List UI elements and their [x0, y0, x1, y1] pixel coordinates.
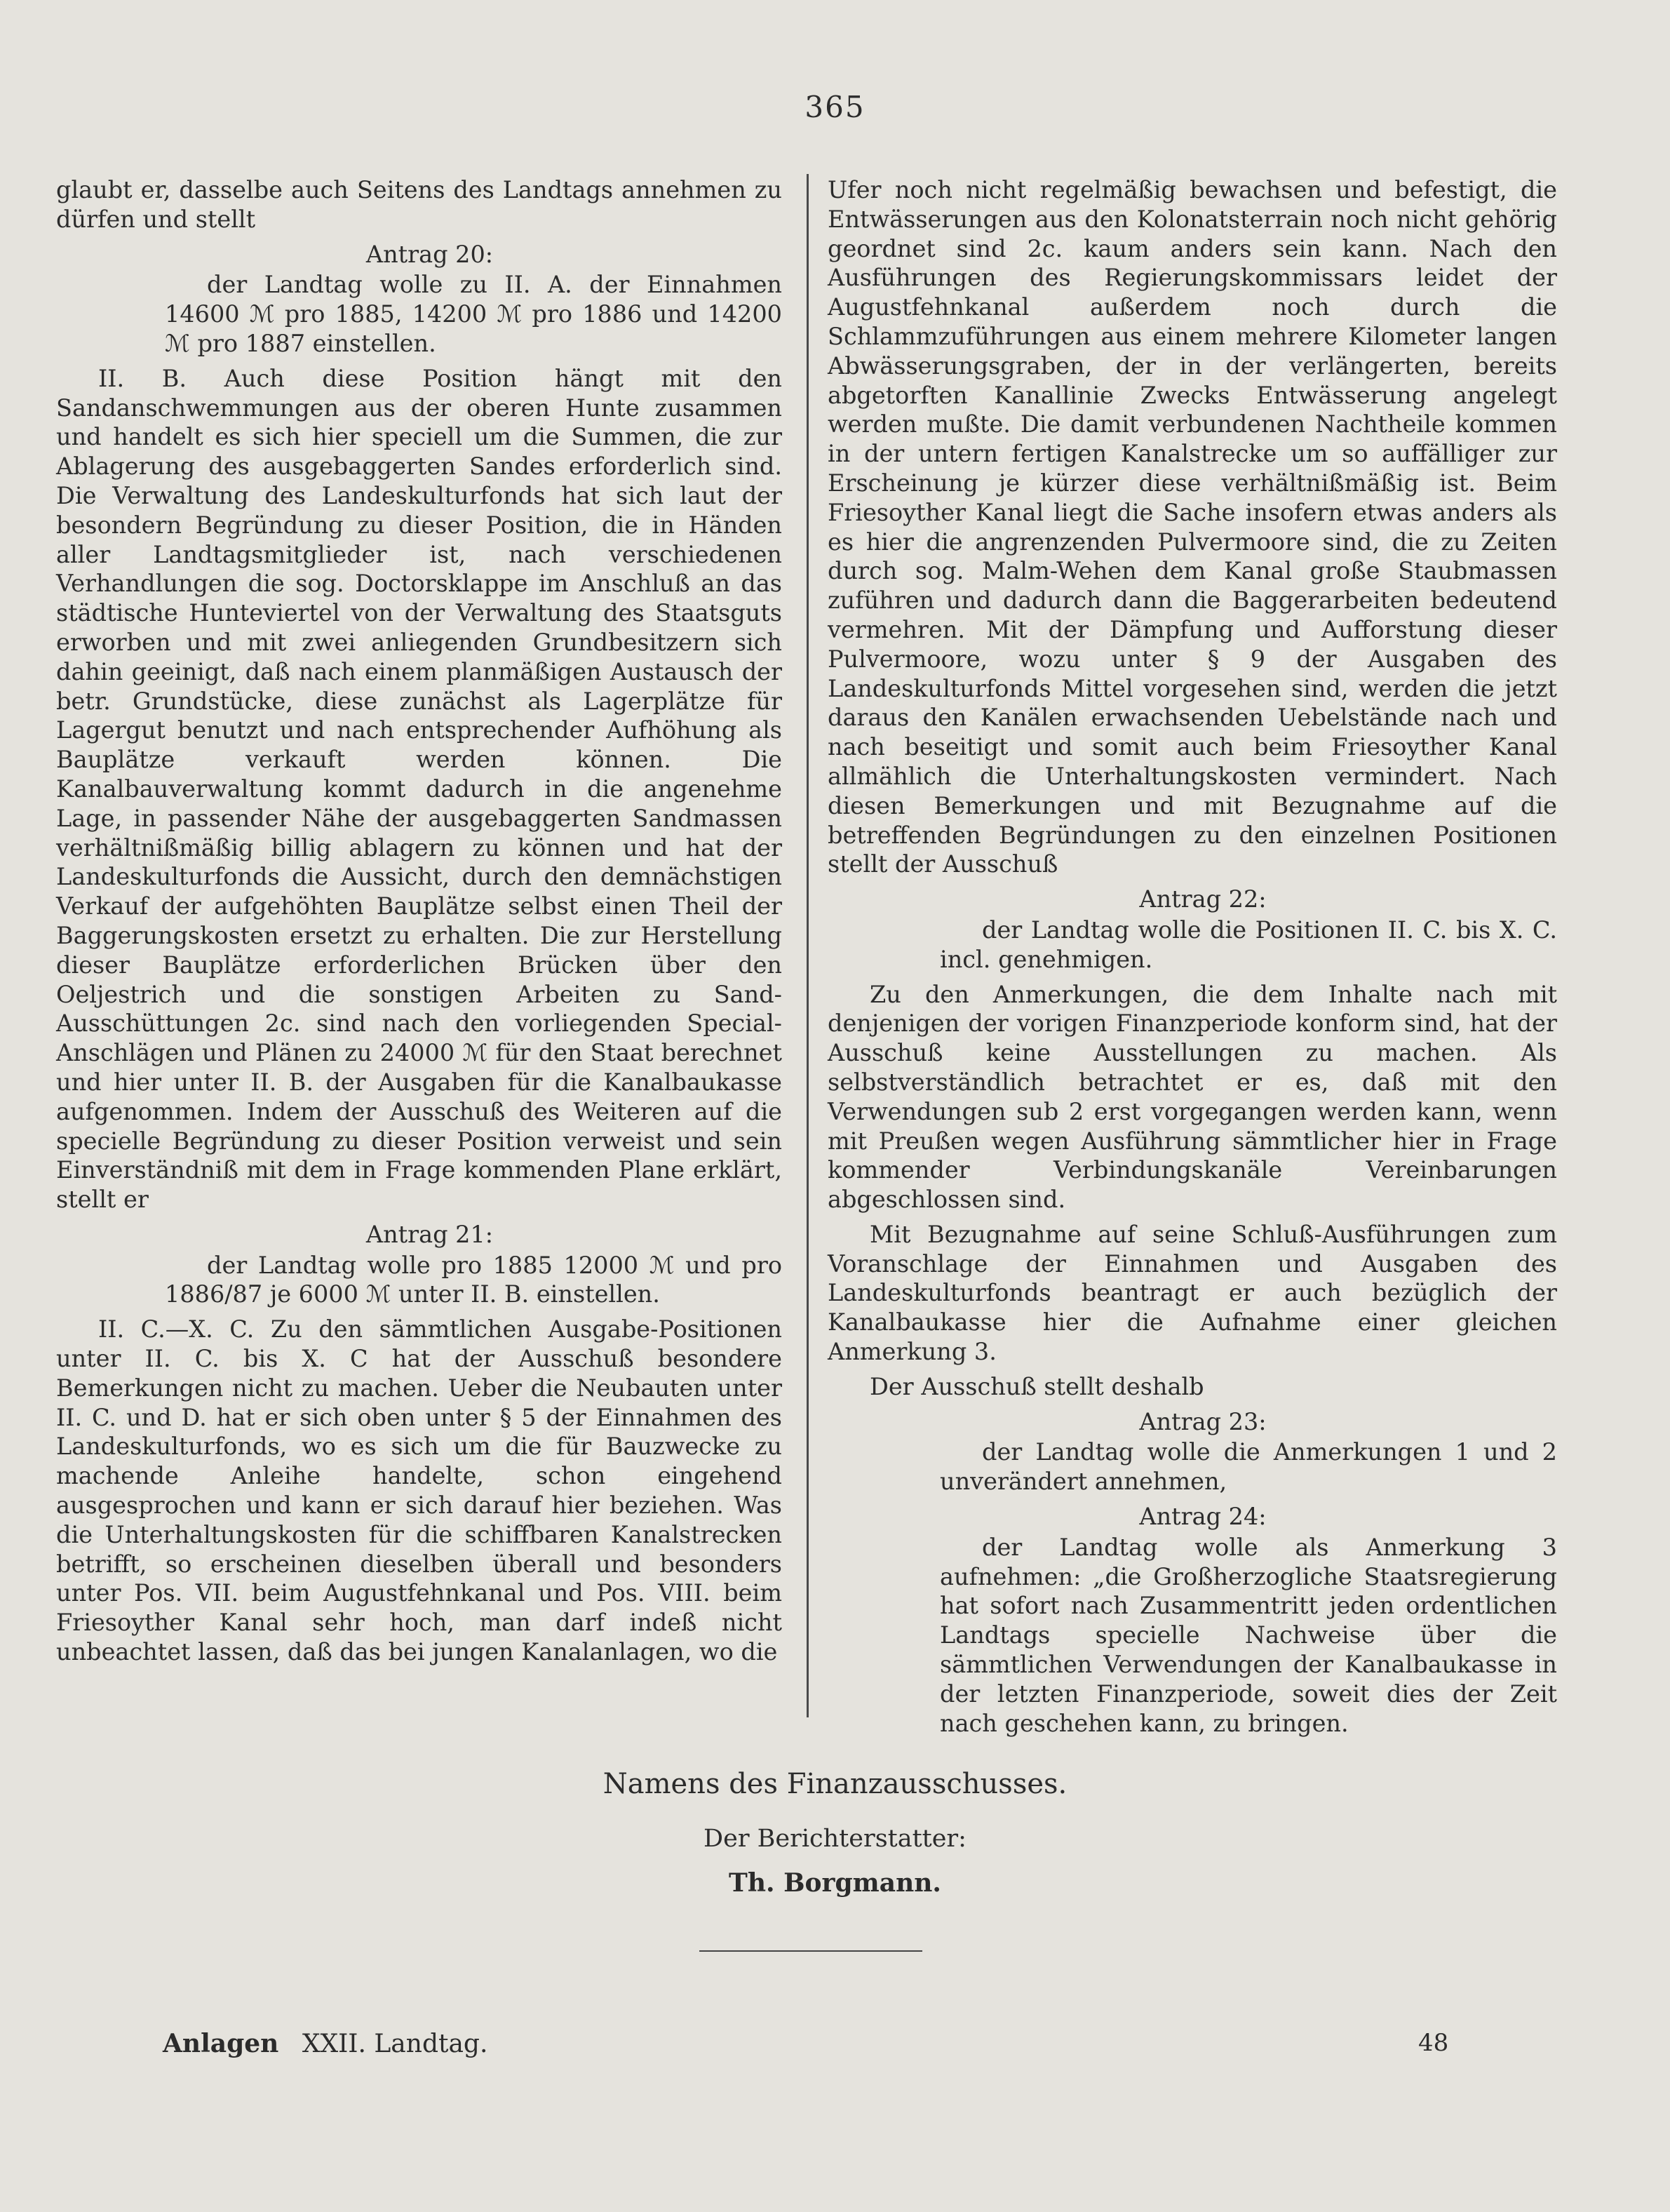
footer-imprint [163, 2029, 487, 2058]
page-number: 365 [804, 90, 866, 124]
paragraph: Der Ausschuß stellt deshalb [870, 1372, 1204, 1400]
reporter-role: Der Berichterstatter: [703, 1825, 967, 1853]
motion-heading: Antrag 22: [1139, 885, 1267, 913]
paragraph: glaubt er, dasselbe auch Seitens des Landtags annehmen zu dürfen und stellt [56, 176, 782, 233]
footer-label: Anlagen [163, 2029, 279, 2058]
paragraph: II. C.—X. C. Zu den sämmtlichen Ausgabe-Positionen unter II. C. bis X. C hat der Ausschuß besondere Bemerkungen nicht zu machen. Ueber die Neubauten unter II. C. und D. hat er sich oben unter § 5 der Einnahmen des Landeskulturfonds, wo es sich um die für Bauzwecke zu machende Anleihe handelte, schon eingehend ausgesprochen und kann er sich darauf hier beziehen. Was die Unterhaltungskosten für die schiffbaren Kanalstrecken betrifft, so erscheinen dieselben überall und besonders unter Pos. VII. beim Augustfehnkanal und Pos. VIII. beim Friesoyther Kanal sehr hoch, man darf indeß nicht unbeachtet lassen, daß das bei jungen Kanalanlagen, wo die [56, 1315, 782, 1666]
column-divider [807, 174, 809, 1717]
paragraph: Ufer noch nicht regelmäßig bewachsen und befestigt, die Entwässerungen aus den Kolonatsterrain noch nicht gehörig geordnet sind 2c. kaum anders sein kann. Nach den Ausführungen des Regierungskommissars leidet der Augustfehnkanal außerdem noch durch die Schlammzuführungen aus einem mehrere Kilometer langen Abwässerungsgraben, der in der verlängerten, bereits abgetorften Kanallinie Zwecks Entwässerung angelegt werden mußte. Die damit verbundenen Nachtheile kommen in der untern fertigen Kanalstrecke um so auffälliger zur Erscheinung je kürzer diese verhältnißmäßig ist. Beim Friesoyther Kanal liegt die Sache insofern etwas anders als es hier die angrenzenden Pulvermoore sind, die zu Zeiten durch sog. Malm-Wehen dem Kanal große Staubmassen zuführen und dadurch dann die Baggerarbeiten bedeutend vermehren. Mit der Dämpfung und Aufforstung dieser Pulvermoore, wozu unter § 9 der Ausgaben des Landeskulturfonds Mittel vorgesehen sind, werden die jetzt daraus den Kanälen erwachsenden Uebelstände nach und nach beseitigt und somit auch beim Friesoyther Kanal allmählich die Unterhaltungskosten vermindert. Nach diesen Bemerkungen und mit Bezugnahme auf die betreffenden Begründungen zu den einzelnen Positionen stellt der Ausschuß [828, 176, 1557, 878]
motion-heading: Antrag 20: [365, 240, 494, 268]
right-column [828, 175, 1557, 1743]
left-column [56, 175, 782, 1673]
paragraph: Zu den Anmerkungen, die dem Inhalte nach mit denjenigen der vorigen Finanzperiode konform sind, hat der Ausschuß keine Ausstellungen zu machen. Als selbstverständlich betrachtet er es, daß mit den Verwendungen sub 2 erst vorgegangen werden kann, wenn mit Preußen wegen Ausführung sämmtlicher hier in Frage kommender Verbindungskanäle Vereinbarungen abgeschlossen sind. [828, 980, 1557, 1214]
paragraph: Mit Bezugnahme auf seine Schluß-Ausführungen zum Voranschlage der Einnahmen und Ausgaben des Landeskulturfonds beantragt er auch bezüglich der Kanalbaukasse hier die Aufnahme einer gleichen Anmerkung 3. [828, 1220, 1557, 1366]
closing-rule [699, 1950, 922, 1952]
paragraph: II. B. Auch diese Position hängt mit den Sandanschwemmungen aus der oberen Hunte zusammen und handelt es sich hier speciell um die Summen, die zur Ablagerung des ausgebaggerten Sandes erforderlich sind. Die Verwaltung des Landeskulturfonds hat sich laut der besondern Begründung zu dieser Position, die in Händen aller Landtagsmitglieder ist, nach verschiedenen Verhandlungen die sog. Doctorsklappe im Anschluß an das städtische Hunteviertel von der Verwaltung des Staatsguts erworben und mit zwei anliegenden Grundbesitzern sich dahin geeinigt, daß nach einem planmäßigen Austausch der betr. Grundstücke, diese zunächst als Lagerplätze für Lagergut benutzt und nach entsprechender Aufhöhung als Bauplätze verkauft werden können. Die Kanalbauverwaltung kommt dadurch in die angenehme Lage, in passender Nähe der ausgebaggerten Sandmassen verhältnißmäßig billig ablagern zu können und hat der Landeskulturfonds die Aussicht, durch den demnächstigen Verkauf der aufgehöhten Bauplätze selbst einen Theil der Baggerungskosten ersetzt zu erhalten. Die zur Herstellung dieser Bauplätze erforderlichen Brücken über den Oeljestrich und die sonstigen Arbeiten zu Sand-Ausschüttungen 2c. sind nach den vorliegenden Special-Anschlägen und Plänen zu 24000 ℳ für den Staat berechnet und hier unter II. B. der Ausgaben für die Kanalbaukasse aufgenommen. Indem der Ausschuß des Weiteren auf die specielle Begründung zu dieser Position verweist und sein Einverständniß mit dem in Frage kommenden Plane erklärt, stellt er [56, 364, 782, 1214]
footer-session: XXII. Landtag. [302, 2030, 488, 2058]
motion-text: der Landtag wolle zu II. A. der Einnahmen 14600 ℳ pro 1885, 14200 ℳ pro 1886 und 14200 ℳ pro 1887 einstellen. [165, 271, 782, 357]
motion-text: der Landtag wolle die Anmerkungen 1 und 2 unverändert annehmen, [940, 1438, 1557, 1496]
motion-heading: Antrag 21: [365, 1220, 494, 1248]
motion-text: der Landtag wolle als Anmerkung 3 aufnehmen: „die Großherzogliche Staatsregierung hat sofort nach Zusammentritt jeden ordentlichen Landtags specielle Nachweise über die sämmtlichen Verwendungen der Kanalbaukasse in der letzten Finanzperiode, soweit dies der Zeit nach geschehen kann, zu bringen. [940, 1533, 1557, 1737]
motion-heading: Antrag 24: [1139, 1503, 1267, 1531]
motion-text: der Landtag wolle pro 1885 12000 ℳ und pro 1886/87 je 6000 ℳ unter II. B. einstellen. [165, 1251, 782, 1308]
motion-text: der Landtag wolle die Positionen II. C. bis X. C. incl. genehmigen. [940, 916, 1557, 973]
sheet-number: 48 [1418, 2029, 1449, 2057]
motion-heading: Antrag 23: [1139, 1407, 1267, 1435]
committee-signature: Namens des Finanzausschusses. [602, 1768, 1068, 1800]
reporter-name: Th. Borgmann. [729, 1868, 941, 1898]
